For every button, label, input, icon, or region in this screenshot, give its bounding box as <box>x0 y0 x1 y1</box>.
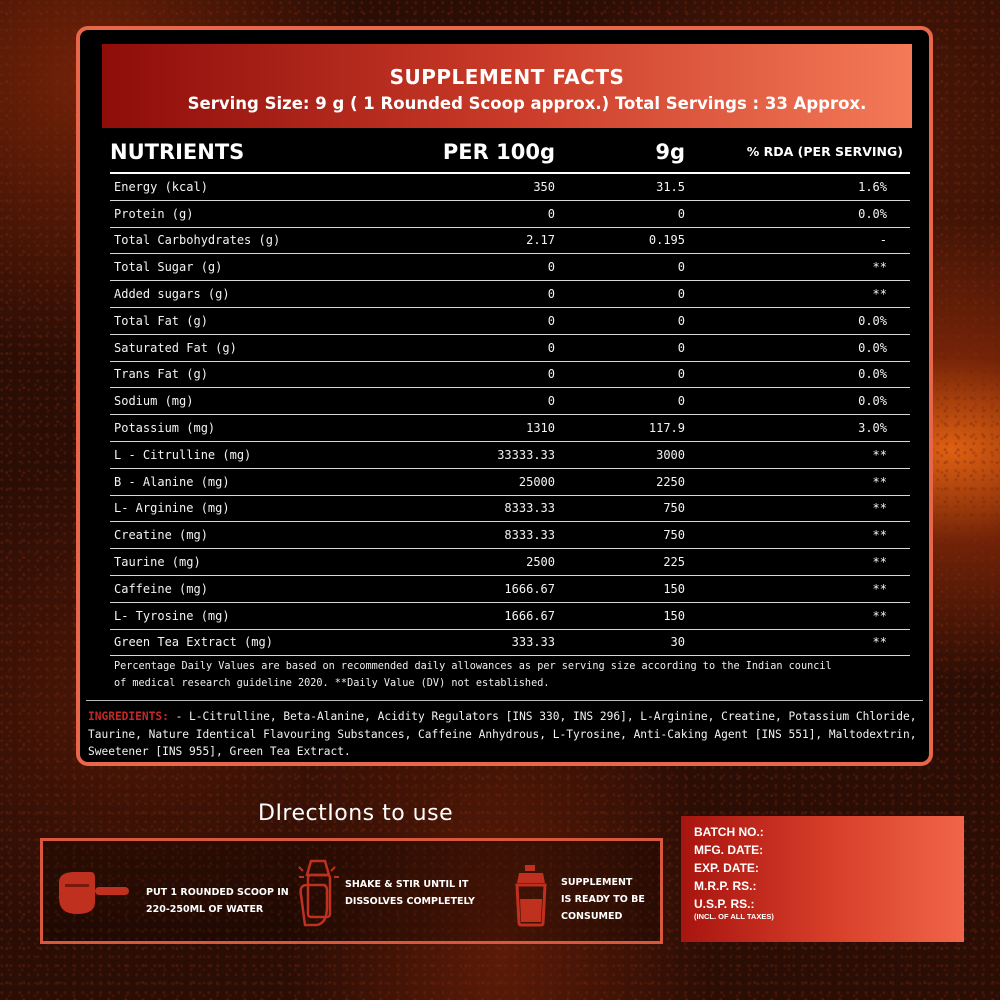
batch-number: BATCH NO.: <box>694 825 764 839</box>
directions-box <box>40 838 663 944</box>
supplement-facts-panel <box>76 26 933 766</box>
rda-value: ** <box>872 555 887 570</box>
table-row <box>110 496 910 523</box>
footnote-line-1: Percentage Daily Values are based on recommended daily allowances as per serving size according to the Indian council <box>114 661 832 672</box>
table-row <box>110 442 910 469</box>
per-100g-value: 333.33 <box>511 635 555 650</box>
table-row <box>110 415 910 442</box>
table-row <box>110 362 910 389</box>
table-row <box>110 549 910 576</box>
rda-value: ** <box>872 581 887 596</box>
per-100g-value: 0 <box>547 340 555 355</box>
nutrient-name: L- Arginine (mg) <box>114 501 230 516</box>
nutrition-table <box>110 133 910 656</box>
scoop-icon <box>55 868 133 918</box>
nutrient-name: Protein (g) <box>114 206 194 221</box>
step-2-line-1: SHAKE & STIR UNTIL IT <box>345 879 469 890</box>
nutrient-name: Taurine (mg) <box>114 555 201 570</box>
nutrient-name: Trans Fat (g) <box>114 367 208 382</box>
per-serving-value: 225 <box>663 555 685 570</box>
footnote-line-2: of medical research guideline 2020. **Daily Value (DV) not established. <box>114 678 550 689</box>
per-100g-value: 8333.33 <box>504 501 555 516</box>
nutrient-name: Creatine (mg) <box>114 528 208 543</box>
ingredients-label: INGREDIENTS: <box>88 710 169 723</box>
per-100g-value: 0 <box>547 394 555 409</box>
per-100g-value: 1666.67 <box>504 608 555 623</box>
per-100g-value: 2.17 <box>526 233 555 248</box>
per-serving-value: 750 <box>663 528 685 543</box>
step-1-line-2: 220-250ML OF WATER <box>146 904 264 915</box>
rda-value: ** <box>872 474 887 489</box>
per-serving-value: 750 <box>663 501 685 516</box>
serving-size: Serving Size: 9 g ( 1 Rounded Scoop approx.) Total Servings : 33 Approx. <box>187 94 867 113</box>
table-row <box>110 228 910 255</box>
per-100g-value: 25000 <box>518 474 555 489</box>
nutrient-name: L - Citrulline (mg) <box>114 447 252 462</box>
table-header <box>110 133 910 170</box>
per-serving-value: 117.9 <box>648 421 685 436</box>
rda-value: ** <box>872 447 887 462</box>
per-serving-value: 0 <box>677 206 685 221</box>
rda-value: - <box>879 233 887 248</box>
per-100g-value: 2500 <box>526 555 555 570</box>
rda-value: 0.0% <box>858 206 887 221</box>
col-per-serving: 9g <box>655 139 685 164</box>
table-row <box>110 522 910 549</box>
per-100g-value: 0 <box>547 287 555 302</box>
per-serving-value: 0 <box>677 340 685 355</box>
table-row <box>110 335 910 362</box>
table-body <box>110 174 910 656</box>
nutrient-name: L- Tyrosine (mg) <box>114 608 230 623</box>
col-nutrients: NUTRIENTS <box>110 139 245 164</box>
rda-value: 0.0% <box>858 394 887 409</box>
table-row <box>110 254 910 281</box>
table-row <box>110 201 910 228</box>
per-serving-value: 30 <box>670 635 685 650</box>
table-row <box>110 469 910 496</box>
per-serving-value: 0.195 <box>648 233 685 248</box>
rda-value: ** <box>872 260 887 275</box>
per-serving-value: 0 <box>677 260 685 275</box>
per-100g-value: 33333.33 <box>497 447 555 462</box>
directions-title: DIrectIons to use <box>258 801 454 826</box>
rda-value: 0.0% <box>858 313 887 328</box>
rda-value: ** <box>872 501 887 516</box>
step-2-line-2: DISSOLVES COMPLETELY <box>345 896 475 907</box>
mfg-date: MFG. DATE: <box>694 843 764 857</box>
nutrient-name: B - Alanine (mg) <box>114 474 230 489</box>
per-100g-value: 350 <box>533 179 555 194</box>
step-3-line-1: SUPPLEMENT <box>561 877 633 888</box>
nutrient-name: Energy (kcal) <box>114 179 208 194</box>
table-row <box>110 281 910 308</box>
nutrient-name: Total Sugar (g) <box>114 260 223 275</box>
nutrient-name: Added sugars (g) <box>114 287 230 302</box>
table-row <box>110 630 910 657</box>
step-3-line-3: CONSUMED <box>561 911 623 922</box>
rda-value: ** <box>872 528 887 543</box>
table-row <box>110 603 910 630</box>
rda-value: 0.0% <box>858 367 887 382</box>
table-row <box>110 308 910 335</box>
step-2-text <box>345 876 475 910</box>
table-row <box>110 174 910 201</box>
usp: U.S.P. RS.: <box>694 897 755 911</box>
per-serving-value: 31.5 <box>656 179 685 194</box>
nutrient-name: Potassium (mg) <box>114 421 216 436</box>
per-100g-value: 0 <box>547 206 555 221</box>
nutrient-name: Green Tea Extract (mg) <box>114 635 273 650</box>
per-serving-value: 0 <box>677 367 685 382</box>
table-row <box>110 576 910 603</box>
step-3-line-2: IS READY TO BE <box>561 894 645 905</box>
shaking-hand-icon <box>297 855 341 931</box>
per-100g-value: 0 <box>547 367 555 382</box>
col-per-100g: PER 100g <box>442 139 555 164</box>
nutrient-name: Total Fat (g) <box>114 313 208 328</box>
per-100g-value: 0 <box>547 260 555 275</box>
facts-title: SUPPLEMENT FACTS <box>389 65 625 89</box>
rda-value: ** <box>872 287 887 302</box>
ingredients-text: - L-Citrulline, Beta-Alanine, Acidity Regulators [INS 330, INS 296], L-Arginine, Creatine, Potassium Chloride, Taurine, Nature Identical Flavouring Substances, Caffeine Anhydrous, L-Tyrosine, Anti-Caking Agent [INS 551], Maltodextrin, Sweetener [INS 955], Green Tea Extract. <box>88 710 917 758</box>
exp-date: EXP. DATE: <box>694 861 759 875</box>
per-100g-value: 1310 <box>526 421 555 436</box>
nutrient-name: Total Carbohydrates (g) <box>114 233 281 248</box>
nutrient-name: Sodium (mg) <box>114 394 194 409</box>
per-100g-value: 1666.67 <box>504 581 555 596</box>
per-100g-value: 0 <box>547 313 555 328</box>
per-serving-value: 0 <box>677 394 685 409</box>
step-1-line-1: PUT 1 ROUNDED SCOOP IN <box>146 887 289 898</box>
rda-value: 0.0% <box>858 340 887 355</box>
step-1-text <box>146 884 289 918</box>
tax-note: (INCL. OF ALL TAXES) <box>694 912 774 921</box>
mrp: M.R.P. RS.: <box>694 879 757 893</box>
step-3-text <box>561 874 645 925</box>
per-serving-value: 150 <box>663 581 685 596</box>
per-serving-value: 0 <box>677 287 685 302</box>
per-serving-value: 2250 <box>656 474 685 489</box>
per-100g-value: 8333.33 <box>504 528 555 543</box>
per-serving-value: 150 <box>663 608 685 623</box>
footnote-divider <box>86 700 923 701</box>
batch-info-box <box>681 816 964 942</box>
nutrient-name: Caffeine (mg) <box>114 581 208 596</box>
shaker-bottle-icon <box>513 863 549 927</box>
rda-value: 1.6% <box>858 179 887 194</box>
table-row <box>110 388 910 415</box>
footnote <box>114 658 914 692</box>
ingredients <box>88 708 930 761</box>
rda-value: ** <box>872 635 887 650</box>
per-serving-value: 3000 <box>656 447 685 462</box>
rda-value: ** <box>872 608 887 623</box>
facts-header <box>102 44 912 128</box>
nutrient-name: Saturated Fat (g) <box>114 340 237 355</box>
per-serving-value: 0 <box>677 313 685 328</box>
rda-value: 3.0% <box>858 421 887 436</box>
col-rda: % RDA (PER SERVING) <box>746 144 903 159</box>
